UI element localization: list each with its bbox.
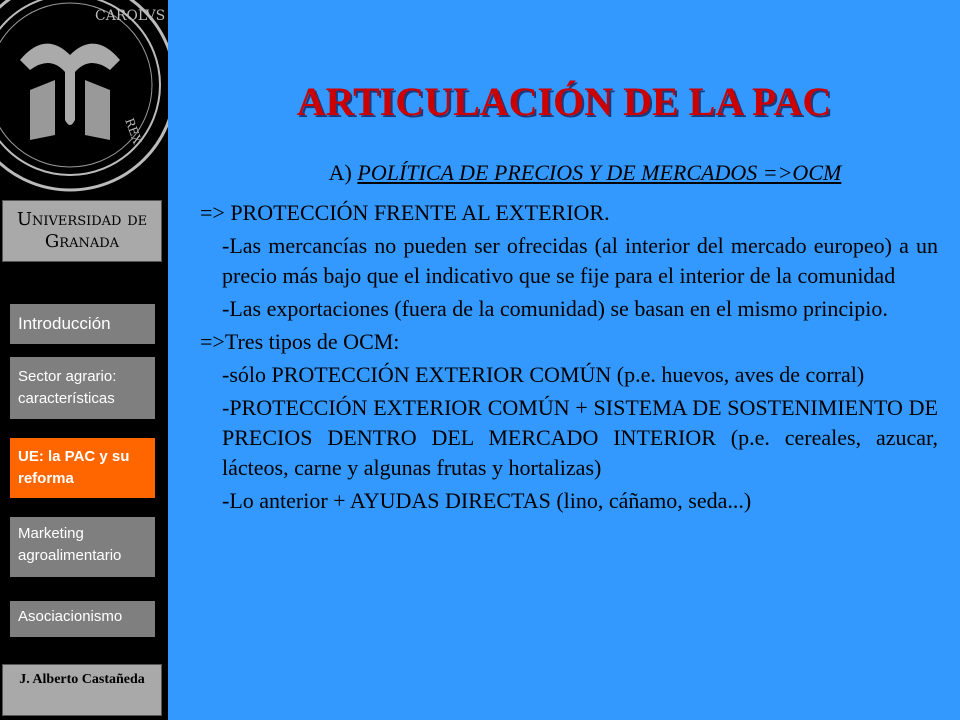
nav-introduccion[interactable]: [10, 304, 155, 344]
nav-label: UE: la PAC y su reforma: [18, 448, 130, 487]
university-seal-logo: [0, 0, 168, 200]
nav-asociacionismo[interactable]: [10, 601, 155, 637]
bullet-item: -Lo anterior + AYUDAS DIRECTAS (lino, cáñamo, seda...): [222, 488, 752, 513]
nav-ue-pac[interactable]: [10, 438, 155, 498]
nav-sector-agrario[interactable]: [10, 357, 155, 419]
slide-body: [200, 198, 938, 519]
nav-marketing[interactable]: [10, 517, 155, 577]
nav-label: Marketing agroalimentario: [18, 525, 122, 564]
svg-text:REX: REX: [122, 116, 145, 146]
bullet-heading: =>Tres tipos de OCM:: [200, 329, 400, 354]
nav-label: Sector agrario: características: [18, 368, 117, 407]
bullet-heading: => PROTECCIÓN FRENTE AL EXTERIOR.: [200, 200, 610, 225]
bullet-item: -PROTECCIÓN EXTERIOR COMÚN + SISTEMA DE SOSTENIMIENTO DE PRECIOS DENTRO DEL MERCADO INTERIOR (p.e. cereales, azucar, lácteos, carne y algunas frutas y hortalizas): [222, 395, 938, 480]
bullet-item: -Las mercancías no pueden ser ofrecidas (al interior del mercado europeo) a un precio más bajo que el indicativo que se fije para el interior de la comunidad: [222, 233, 938, 288]
slide-title: ARTICULACIÓN DE LA PAC: [296, 79, 832, 124]
nav-label: Introducción: [18, 314, 111, 333]
nav-label: Asociacionismo: [18, 608, 123, 625]
svg-text:CAROLVS: CAROLVS: [95, 8, 166, 24]
seal-icon: [0, 0, 168, 200]
sidebar: [0, 0, 168, 720]
bullet-item: -sólo PROTECCIÓN EXTERIOR COMÚN (p.e. huevos, aves de corral): [222, 362, 865, 387]
bullet-item: -Las exportaciones (fuera de la comunidad) se basan en el mismo principio.: [222, 296, 888, 321]
slide-subtitle: [200, 160, 960, 186]
subtitle-prefix: A): [328, 160, 358, 185]
university-name: Universidad de Granada: [2, 200, 162, 262]
subtitle-link[interactable]: POLÍTICA DE PRECIOS Y DE MERCADOS =>OCM: [357, 160, 842, 185]
author-name: J. Alberto Castañeda: [2, 664, 162, 716]
